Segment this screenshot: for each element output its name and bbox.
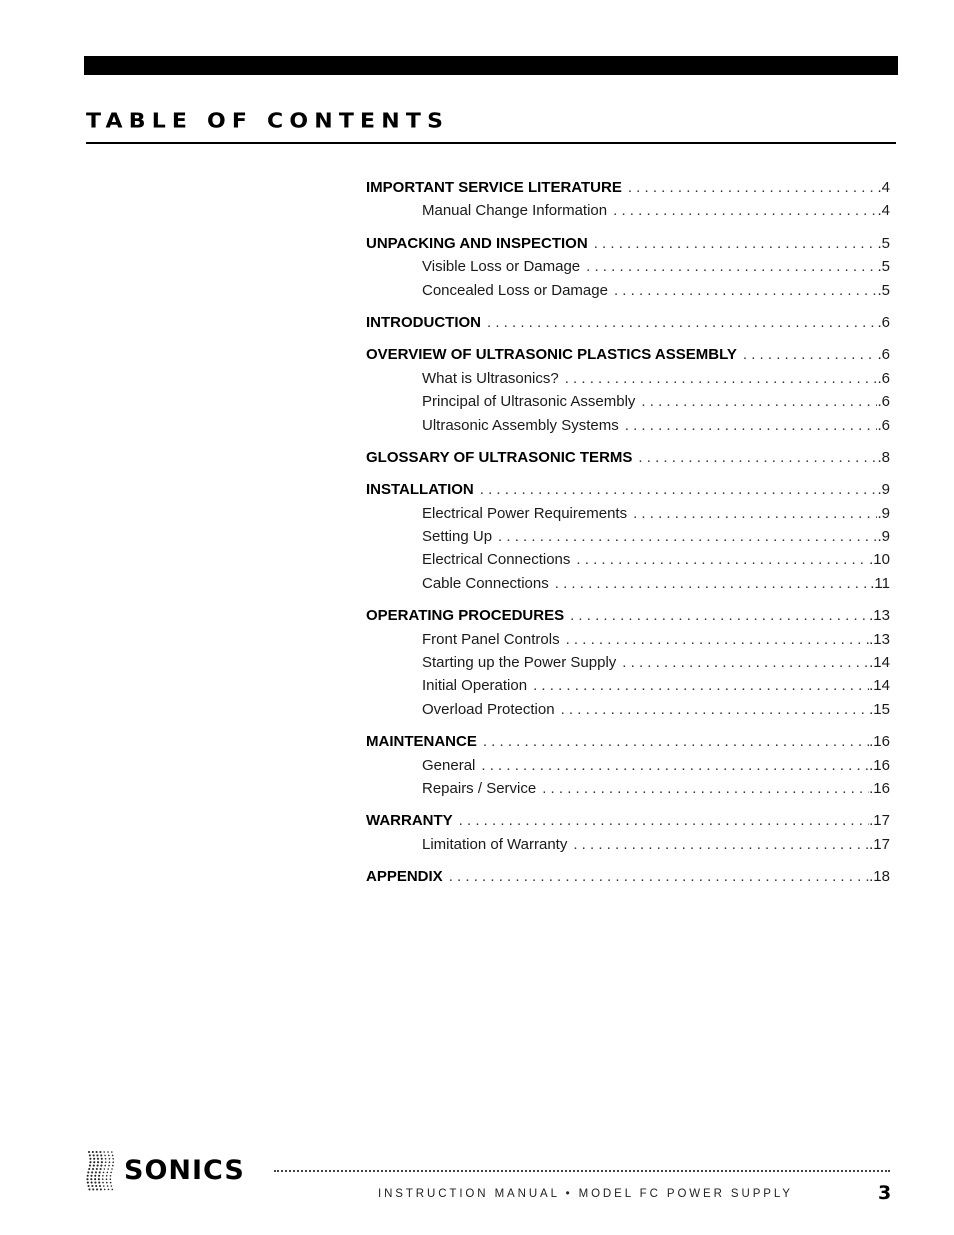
toc-entry-title: Cable Connections [422,574,549,592]
logo-dot [99,1151,101,1153]
toc-page-number: .15 [869,700,890,718]
logo-dot [110,1178,112,1180]
logo-dot [96,1151,98,1153]
toc-page-number: .9 [877,504,890,522]
toc-page-number: .14 [869,654,890,672]
toc-entry-title: OPERATING PROCEDURES [366,607,565,625]
dot-leader [625,414,878,437]
toc-entry-title: APPENDIX [366,868,443,886]
logo-dot [91,1182,93,1184]
dot-leader [480,478,878,501]
logo-dot [89,1154,91,1156]
toc-entry-title: INSTALLATION [366,481,474,499]
toc-entry-title: UNPACKING AND INSPECTION [366,234,588,252]
logo-dot [107,1172,109,1174]
logo-dot [98,1175,100,1177]
toc-entry-title: Initial Operation [422,677,528,695]
logo-dot [102,1182,104,1184]
footer-dotted-rule [274,1160,890,1172]
header-bar [84,56,898,75]
logo-dot [94,1182,96,1184]
logo-dot [94,1175,96,1177]
toc-entry[interactable] [366,311,890,334]
toc-page-number: .6 [877,416,890,434]
toc-subentry[interactable] [366,628,890,651]
logo-dot [104,1189,106,1191]
logo-dot [111,1168,113,1170]
toc-entry[interactable] [366,232,890,255]
toc-page-number: .5 [877,258,890,276]
logo-dot [89,1161,91,1163]
toc-subentry[interactable] [366,674,890,697]
toc-entry-title: Ultrasonic Assembly Systems [422,416,619,434]
logo-dot [90,1175,92,1177]
toc-entry[interactable] [366,865,890,888]
logo-dot [92,1188,94,1190]
toc-page-number: .6 [877,313,890,331]
toc-entry[interactable] [366,343,890,366]
toc-entry-title: OVERVIEW OF ULTRASONIC PLASTICS ASSEMBLY [366,346,737,364]
dot-leader [641,390,877,413]
logo-dot [112,1155,114,1157]
toc-page-number: .6 [877,369,890,387]
page-title: TABLE OF CONTENTS [86,109,450,133]
logo-dot [92,1168,94,1170]
logo-dot [93,1165,95,1167]
dot-leader [481,754,869,777]
toc-entry-title: Setting Up [422,528,493,546]
toc-subentry[interactable] [366,833,890,856]
logo-dot [96,1168,98,1170]
logo-dot [87,1182,89,1184]
toc-entry-title: Visible Loss or Damage [422,258,581,276]
logo-dot [101,1161,103,1163]
toc-entry[interactable] [366,446,890,469]
logo-dot [93,1161,95,1163]
logo-dot [101,1158,103,1160]
dot-leader [459,809,869,832]
toc-page-number: .9 [877,528,890,546]
logo-dot [90,1178,92,1180]
logo-dot [100,1168,102,1170]
dot-leader [576,548,869,571]
logo-dot [102,1175,104,1177]
logo-dot [97,1158,99,1160]
dot-leader [483,730,869,753]
toc-entry-title: Repairs / Service [422,779,537,797]
dot-leader [533,674,869,697]
toc-page-number: .5 [877,234,890,252]
toc-subentry[interactable] [366,548,890,571]
toc-entry-title: WARRANTY [366,812,453,830]
logo-dot [106,1182,108,1184]
toc-section [366,730,890,800]
toc-subentry[interactable] [366,651,890,674]
toc-entry[interactable] [366,176,890,199]
logo-dot [87,1175,89,1177]
page-number: 3 [878,1182,892,1204]
dot-leader [561,698,870,721]
dot-leader [628,176,878,199]
toc-entry-title: Electrical Power Requirements [422,504,628,522]
toc-page-number: .4 [877,179,890,196]
logo-dot [94,1178,96,1180]
dot-leader [622,651,869,674]
toc-page-number: .4 [877,202,890,220]
logo-dot [89,1158,91,1160]
logo-dot [98,1178,100,1180]
toc-page-number: .17 [869,812,890,830]
logo-dot [96,1188,98,1190]
toc-section [366,176,890,223]
logo-dot [104,1155,106,1157]
logo-dot [91,1171,93,1173]
toc-entry-title: What is Ultrasonics? [422,369,559,387]
toc-subentry[interactable] [366,199,890,222]
toc-entry-title: Manual Change Information [422,202,608,220]
toc-section [366,865,890,888]
logo-dot [111,1185,113,1187]
logo-dot [109,1158,111,1160]
logo-dot [96,1154,98,1156]
toc-page-number: .13 [869,607,890,625]
dotted-wave-logo-icon [86,1150,116,1192]
toc-subentry[interactable] [366,572,890,595]
toc-page-number: .8 [877,448,890,466]
logo-dot [107,1151,109,1153]
logo-dot [109,1161,111,1163]
logo-dot [88,1185,90,1187]
logo-dot [103,1185,105,1187]
toc-subentry[interactable] [366,367,890,390]
logo-dot [107,1168,109,1170]
dot-leader [614,279,878,302]
sonics-logo [86,1150,245,1192]
dot-leader [586,255,877,278]
toc-section [366,478,890,595]
toc-entry-title: Limitation of Warranty [422,835,568,853]
dot-leader [638,446,877,469]
logo-dot [88,1151,90,1153]
logo-dot [88,1188,90,1190]
logo-dot [103,1172,105,1174]
toc-section [366,232,890,302]
toc-page-number: .6 [877,346,890,364]
logo-dot [108,1155,110,1157]
logo-dot [110,1175,112,1177]
title-rule [86,142,896,144]
toc-subentry[interactable] [366,777,890,800]
logo-dot [105,1161,107,1163]
logo-dot [88,1168,90,1170]
logo-dot [92,1151,94,1153]
toc-subentry[interactable] [366,525,890,548]
toc-page-number: .17 [869,835,890,853]
toc-entry-title: Front Panel Controls [422,630,560,648]
dot-leader [633,502,877,525]
toc-page-number: .11 [870,574,890,592]
dot-leader [565,367,878,390]
toc-subentry[interactable] [366,698,890,721]
toc-page-number: .14 [869,677,890,695]
toc-entry[interactable] [366,730,890,753]
logo-dot [104,1165,106,1167]
dot-leader [570,604,869,627]
logo-dot [99,1185,101,1187]
toc-page-number: .18 [869,868,890,886]
toc-entry-title: Concealed Loss or Damage [422,281,608,299]
logo-dot [106,1178,108,1180]
toc-page-number: .9 [877,481,890,499]
toc-subentry[interactable] [366,255,890,278]
logo-dot [100,1188,102,1190]
logo-dot [102,1178,104,1180]
logo-dot [91,1185,93,1187]
toc-subentry[interactable] [366,754,890,777]
footer-manual-title: INSTRUCTION MANUAL • MODEL FC POWER SUPPLY [378,1188,793,1200]
toc-entry[interactable] [366,604,890,627]
toc-entry-title: Principal of Ultrasonic Assembly [422,393,636,411]
logo-dot [100,1165,102,1167]
logo-dot [111,1151,113,1153]
toc-section [366,809,890,856]
toc-entry-title: IMPORTANT SERVICE LITERATURE [366,179,622,196]
toc-entry-title: General [422,756,476,774]
dot-leader [487,311,877,334]
logo-dot [98,1182,100,1184]
toc-page-number: .6 [877,393,890,411]
toc-page-number: .16 [869,733,890,751]
toc-subentry[interactable] [366,390,890,413]
dot-leader [449,865,869,888]
dot-leader [566,628,870,651]
dot-leader [594,232,878,255]
logo-dot [89,1165,91,1167]
toc-entry-title: Starting up the Power Supply [422,654,617,672]
logo-dot [93,1154,95,1156]
toc-subentry[interactable] [366,279,890,302]
logo-dot [95,1185,97,1187]
toc-entry-title: INTRODUCTION [366,313,481,331]
logo-dot [97,1161,99,1163]
dot-leader [542,777,869,800]
toc-entry-title: Overload Protection [422,700,555,718]
brand-name: SONICS [124,1155,245,1186]
logo-dot [108,1165,110,1167]
toc-section [366,311,890,334]
dot-leader [498,525,877,548]
logo-dot [108,1189,110,1191]
toc-page-number: .10 [869,551,890,569]
logo-dot [111,1189,113,1191]
logo-dot [100,1154,102,1156]
toc-section [366,446,890,469]
logo-dot [103,1151,105,1153]
logo-dot [106,1175,108,1177]
toc-page-number: .16 [869,756,890,774]
dot-leader [573,833,869,856]
toc-page-number: .5 [877,281,890,299]
toc-page-number: .13 [869,630,890,648]
logo-dot [105,1158,107,1160]
logo-dot [93,1158,95,1160]
logo-dot [95,1171,97,1173]
logo-dot [87,1171,89,1173]
toc-entry[interactable] [366,478,890,501]
toc-section [366,343,890,437]
toc-subentry[interactable] [366,414,890,437]
toc-entry[interactable] [366,809,890,832]
toc-section [366,604,890,721]
logo-dot [112,1165,114,1167]
toc-entry-title: MAINTENANCE [366,733,477,751]
logo-dot [112,1158,114,1160]
toc-page-number: .16 [869,779,890,797]
dot-leader [613,199,877,222]
logo-dot [97,1165,99,1167]
logo-dot [107,1185,109,1187]
logo-dot [112,1161,114,1163]
toc-subentry[interactable] [366,502,890,525]
logo-dot [104,1168,106,1170]
logo-dot [110,1182,112,1184]
toc-entry-title: Electrical Connections [422,551,571,569]
table-of-contents [366,176,890,898]
logo-dot [110,1172,112,1174]
logo-dot [99,1171,101,1173]
logo-dot [86,1178,88,1180]
toc-entry-title: GLOSSARY OF ULTRASONIC TERMS [366,448,633,466]
dot-leader [743,343,878,366]
dot-leader [555,572,871,595]
